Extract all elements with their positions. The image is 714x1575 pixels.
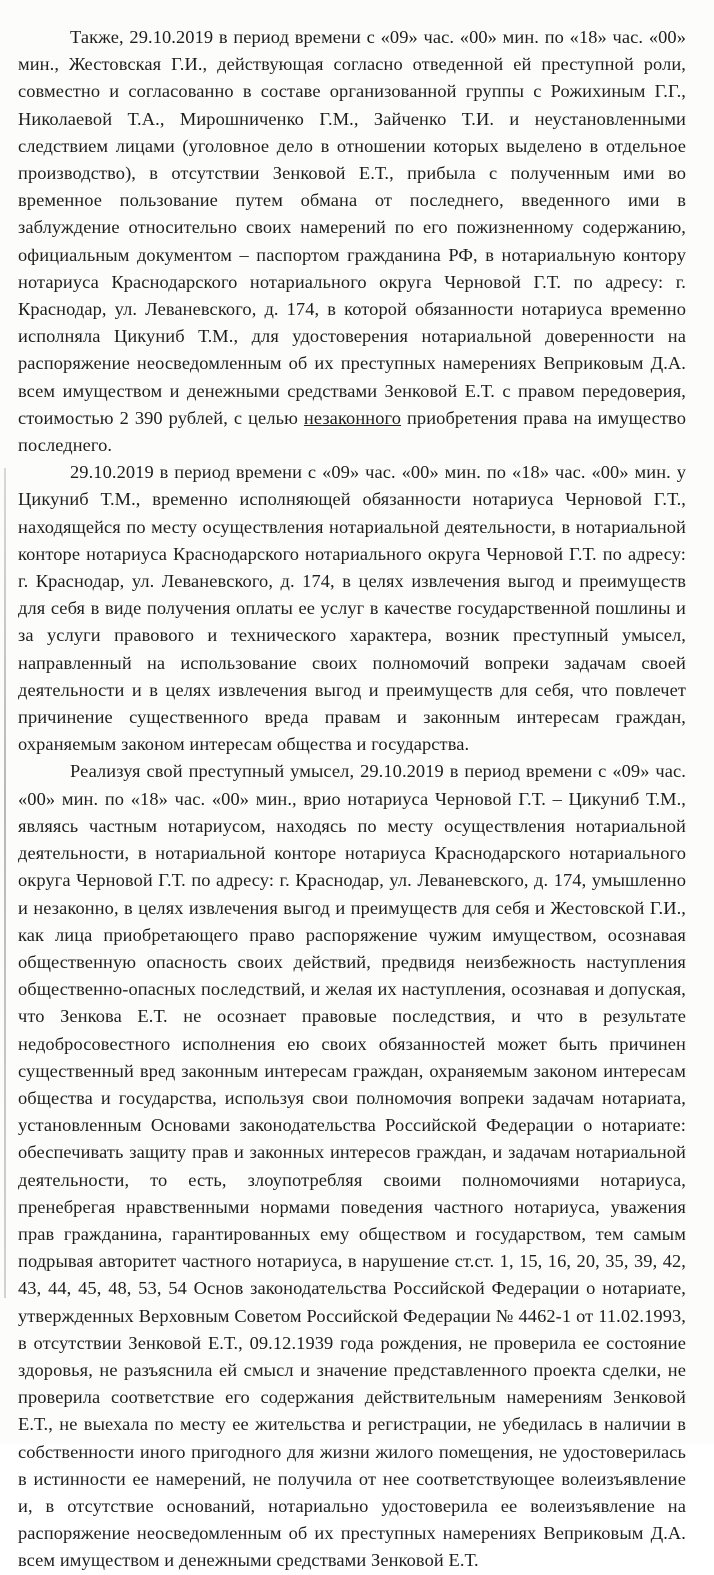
paragraph-1 xyxy=(18,24,686,459)
paragraph-1-text: Также, 29.10.2019 в период времени с «09» час. «00» мин. по «18» час. «00» мин., Жестовская Г.И., действующая согласно отведенной ей преступной роли, совместно и согласованно в составе организованной группы с Рожихиным Г.Г., Николаевой Т.А., Мирошниченко Г.М., Зайченко Т.И. и неустановленными следствием лицами (уголовное дело в отношении которых выделено в отдельное производство), в отсутствии Зенковой Е.Т., прибыла с полученным ими во временное пользование путем обмана от последнего, введенного ими в заблуждение относительно своих намерений по его пожизненному содержанию, официальным документом – паспортом гражданина РФ, в нотариальную контору нотариуса Краснодарского нотариального округа Черновой Г.Т. по адресу: г. Краснодар, ул. Леваневского, д. 174, в которой обязанности нотариуса временно исполняла Цикуниб Т.М., для удостоверения нотариальной доверенности на распоряжение неосведомленным об их преступных намерениях Веприковым Д.А. всем имуществом и денежными средствами Зенковой Е.Т. с правом передоверия, стоимостью 2 390 рублей, с целью xyxy=(18,27,686,428)
scan-edge-shadow xyxy=(4,468,6,1298)
document-body xyxy=(18,24,686,1575)
underlined-word: незаконного xyxy=(303,407,402,428)
paragraph-3: Реализуя свой преступный умысел, 29.10.2019 в период времени с «09» час. «00» мин. по «18» час. «00» мин., врио нотариуса Черновой Г.Т. – Цикуниб Т.М., являясь частным нотариусом, находясь по месту осуществления нотариальной деятельности, в нотариальной конторе нотариуса Краснодарского нотариального округа Черновой Г.Т. по адресу: г. Краснодар, ул. Леваневского, д. 174, умышленно и незаконно, в целях извлечения выгод и преимуществ для себя и Жестовской Г.И., как лица приобретающего право распоряжение чужим имуществом, осознавая общественную опасность своих действий, предвидя неизбежность наступления общественно-опасных последствий, и желая их наступления, осознавая и допуская, что Зенкова Е.Т. не осознает правовые последствия, и что в результате недобросовестного исполнения ею своих обязанностей может быть причинен существенный вред законным интересам граждан, охраняемым законом интересам общества и государства, используя свои полномочия вопреки задачам нотариата, установленным Основами законодательства Российской Федерации о нотариате: обеспечивать защиту прав и законных интересов граждан, и задачам нотариальной деятельности, то есть, злоупотребляя своими полномочиями нотариуса, пренебрегая нравственными нормами поведения частного нотариуса, уважения прав гражданина, гарантированных ему обществом и государством, тем самым подрывая авторитет частного нотариуса, в нарушение ст.ст. 1, 15, 16, 20, 35, 39, 42, 43, 44, 45, 48, 53, 54 Основ законодательства Российской Федерации о нотариате, утвержденных Верховным Советом Российской Федерации № 4462-1 от 11.02.1993, в отсутствии Зенковой Е.Т., 09.12.1939 года рождения, не проверила ее состояние здоровья, не разъяснила ей смысл и значение представленного проекта сделки, не проверила соответствие его содержания действительным намерениям Зенковой Е.Т., не выехала по месту ее жительства и регистрации, не убедилась в наличии в собственности иного пригодного для жизни жилого помещения, не удостоверилась в истинности ее намерений, не получила от нее соответствующее волеизъявление и, в отсутствие оснований, нотариально удостоверила ее волеизъявление на распоряжение неосведомленным об их преступных намерениях Веприковым Д.А. всем имуществом и денежными средствами Зенковой Е.Т. xyxy=(18,761,686,1571)
paragraph-2: 29.10.2019 в период времени с «09» час. «00» мин. по «18» час. «00» мин. у Цикуниб Т.М., временно исполняющей обязанности нотариуса Черновой Г.Т., находящейся по месту осуществления нотариальной деятельности, в нотариальной конторе нотариуса Краснодарского нотариального округа Черновой Г.Т. по адресу: г. Краснодар, ул. Леваневского, д. 174, в целях извлечения выгод и преимуществ для себя в виде получения оплаты ее услуг в качестве государственной пошлины и за услуги правового и технического характера, возник преступный умысел, направленный на использование своих полномочий вопреки задачам своей деятельности и в целях извлечения выгод и преимуществ для себя, что повлечет причинение существенного вреда правам и законным интересам граждан, охраняемым законом интересам общества и государства. xyxy=(18,462,686,755)
paragraph-1-tail: приобретения права на имущество последнего. xyxy=(18,407,686,456)
